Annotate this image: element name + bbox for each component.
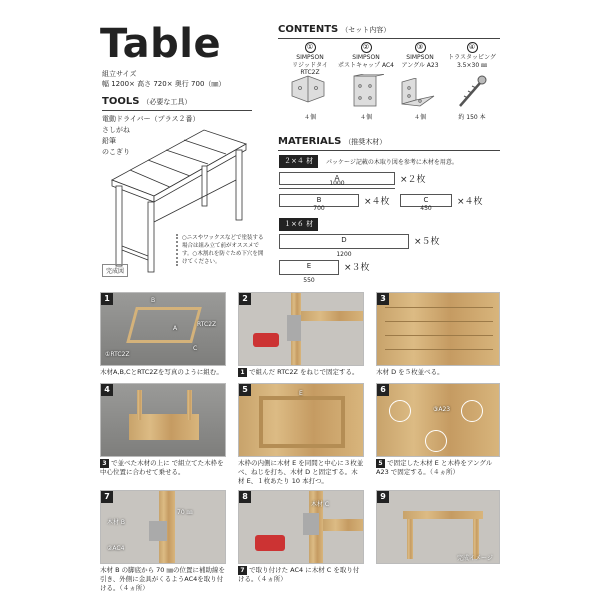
step-4-caption: 3 で並べた木材の上に で組立てた木枠を中心位置に合わせて乗せる。	[100, 459, 224, 476]
step-3-photo: 3	[376, 292, 500, 366]
step-9-photo: 9 完成イメージ	[376, 490, 500, 564]
step-5-photo: 5 E	[238, 383, 364, 457]
bracket	[287, 315, 301, 341]
material-group-2x4: ２×４ 材	[279, 155, 318, 168]
board-c: C	[400, 194, 452, 207]
content-item: ③ SIMPSON アングル A23	[401, 43, 439, 69]
material-note: パッケージ記載の木取り図を参考に木材を用意。	[326, 159, 458, 166]
ac4-icon	[344, 74, 384, 110]
step-1-caption: 木材A,B,CとRTC2Zを写真のように組む。	[100, 368, 223, 376]
tools-heading: TOOLS （必要な工具）	[102, 96, 192, 107]
board-a-length: 1000	[329, 180, 345, 187]
board-d-qty: ×５枚	[414, 237, 440, 247]
board-c-length: 450	[420, 205, 432, 212]
tools-divider	[102, 110, 252, 111]
size-label: 組立サイズ	[102, 70, 137, 78]
contents-heading: CONTENTS （セット内容）	[278, 24, 391, 35]
tool-item: 電動ドライバー（プラス２番）	[102, 115, 200, 123]
screw-icon	[452, 74, 492, 110]
step-6-caption: 5 で固定した木材 E と木枠をアングル A23 で固定する。（４ヵ所）	[376, 459, 493, 476]
content-qty: 約 150 本	[458, 114, 486, 121]
size-value: 幅 1200× 高さ 720× 奥行 700（㎜）	[102, 80, 226, 88]
step-4-photo: 4	[100, 383, 226, 457]
step-6-photo: 6 ③A23	[376, 383, 500, 457]
board-e: E	[279, 260, 339, 275]
step-2-photo: 2	[238, 292, 364, 366]
step-8-caption: 7 で取り付けた AC4 に木材 C を取り付ける。（４ヵ所）	[238, 566, 360, 583]
board-a: A	[279, 172, 395, 185]
drill	[253, 333, 279, 347]
rtc2z-icon	[288, 74, 328, 110]
step-1-photo: 1 B A RTC2Z C ①RTC2Z	[100, 292, 226, 366]
content-item: ④ トラスタッピング 3.5×30 ㎜	[448, 43, 496, 69]
content-qty: ４個	[413, 114, 426, 121]
step-2-caption: 1 で組んだ RTC2Z をねじで固定する。	[238, 368, 364, 377]
content-item: ② SIMPSON ポストキャップ AC4	[338, 43, 394, 69]
tool-item: 鉛筆	[102, 137, 116, 145]
frame-outline	[126, 307, 202, 343]
content-qty: ４個	[303, 114, 316, 121]
a23-icon	[398, 78, 438, 110]
board-e-length: 550	[303, 277, 315, 284]
materials-divider	[278, 150, 500, 151]
contents-divider	[278, 38, 500, 39]
material-group-1x6: １×６ 材	[279, 218, 318, 231]
notes: ○ニスやワックスなどで塗装する場合は組み立て前がオススメです。○木割れを防ぐため下穴を開けてください。	[176, 234, 268, 266]
tool-item: さしがね	[102, 126, 130, 134]
step-7-caption: 木材 B の脚底から 70 ㎜の位置に補助線を引き、外側に金具がくるようAC4を取り付ける。（４ヵ所）	[100, 566, 225, 592]
board-b-length: 700	[313, 205, 325, 212]
step-8-photo: 8 木材 C	[238, 490, 364, 564]
step-7-photo: 7 木材 B 70 ㎜ ②AC4	[100, 490, 226, 564]
board-a-qty: ×２枚	[400, 175, 426, 185]
finished-label: 完成図	[102, 264, 128, 277]
board-e-qty: ×３枚	[344, 263, 370, 273]
board-c-qty: ×４枚	[457, 197, 483, 207]
tool-item: のこぎり	[102, 148, 130, 156]
board-d: D	[279, 234, 409, 249]
dim-line	[279, 188, 395, 189]
content-item: ① SIMPSON リジッドタイ RTC2Z	[292, 43, 328, 76]
content-qty: ４個	[359, 114, 372, 121]
materials-heading: MATERIALS （推奨木材）	[278, 136, 387, 147]
step-3-caption: 木材 D を５枚並べる。	[376, 368, 444, 376]
board-b: B	[279, 194, 359, 207]
step-5-caption: 木枠の内側に木材 E を同間と中心に３枚並べ、ねじを打ち、木材 D と固定する。木材 E、１枚あたり 10 本打つ。	[238, 459, 364, 485]
board-b-qty: ×４枚	[364, 197, 390, 207]
page-title: Table	[100, 21, 222, 67]
board-d-length: 1200	[336, 251, 352, 258]
